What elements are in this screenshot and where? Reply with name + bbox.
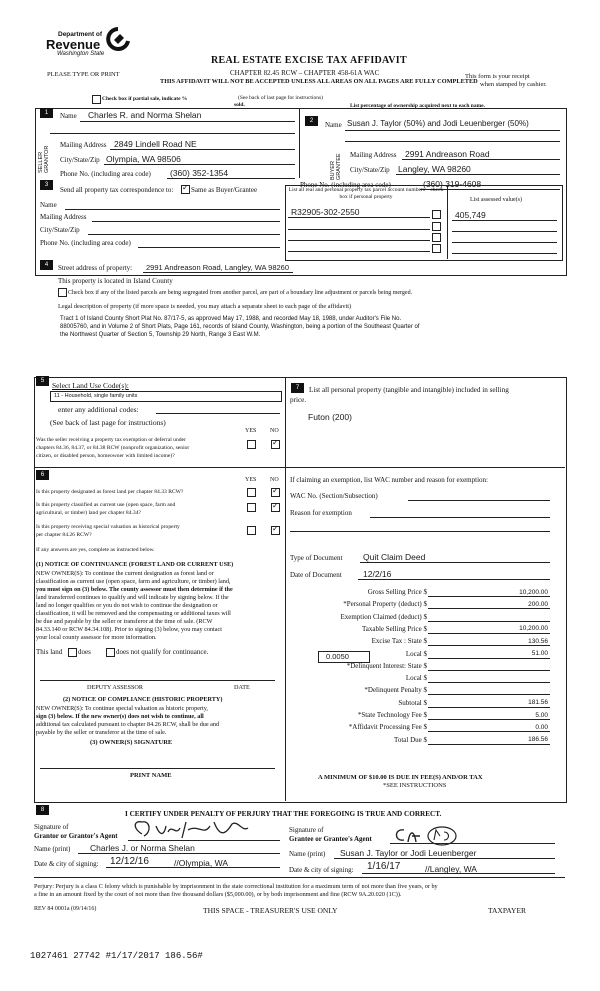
line [360,562,550,563]
see-instructions: *SEE INSTRUCTIONS [383,782,447,789]
seller-name[interactable]: Charles R. and Norma Shelan [88,110,202,120]
line [65,209,280,210]
line [396,174,560,175]
grantor-date[interactable]: 12/12/16 [110,856,149,867]
divider [34,877,565,878]
grantee-name-label: Name (print) [289,850,326,858]
notice1-line: classification as current use (open space, farm and agriculture, or timber) land, [36,578,231,585]
seller-phone-label: Phone No. (including area code) [60,170,151,178]
print-name-line[interactable] [40,768,275,769]
section-2-badge: 2 [305,116,318,126]
historic-yes-checkbox[interactable] [247,526,256,535]
tax-row-line [428,658,550,659]
buyer-mailing[interactable]: 2991 Andreason Road [405,149,490,159]
s5-yes: YES [245,428,257,434]
tax-row-label: Subtotal $ [398,698,427,707]
same-as-buyer-checkbox[interactable] [181,185,190,194]
tax-row-line [428,731,550,732]
line [452,253,557,254]
notice1-line: land transferred continues to qualify and will indicate by signing below. If the [36,594,229,601]
taxpayer-label: TAXPAYER [488,906,527,915]
see-back: (See back of last page for instructions) [238,95,323,101]
historic-no-checkbox[interactable] [271,526,280,535]
grantor-name[interactable]: Charles J. or Norma Shelan [90,843,195,853]
partial-sale-label: Check box if partial sale, indicate % [102,96,188,102]
personal-property-checkbox[interactable] [432,210,441,219]
dept-line1: Department of [58,31,103,38]
divider [285,377,286,801]
line [167,178,295,179]
buyer-phone-label: Phone No. (including area code) [300,181,391,189]
personal-property-checkbox[interactable] [432,222,441,231]
forest-q: Is this property designated as forest land per chapter 84.33 RCW? [36,489,184,495]
form-number: REV 84 0001a (09/14/16) [34,906,97,912]
notice1-line: land no longer qualifies or you do not wish to continue the designation or [36,602,218,609]
grantee-city[interactable]: //Langley, WA [425,864,477,874]
line [110,149,295,150]
line [390,843,555,844]
line [358,579,550,580]
this-land: This land [36,648,63,656]
local-rate: 0.0050 [326,652,349,661]
form-warning: THIS AFFIDAVIT WILL NOT BE ACCEPTED UNLESS ALL AREAS ON ALL PAGES ARE FULLY COMPLETED [160,78,478,85]
if-yes: If any answers are yes, complete as instructed below. [36,547,155,553]
tax-row-line [428,719,550,720]
legal-line2[interactable]: 88005760, and in Volume 2 of Short Plats, Page 161, records of Island County, Washington, being a portion of the Southeast Quarter of [60,324,420,330]
tax-row-line [428,670,550,671]
grantor-sig-label1: Signature of [34,823,69,831]
personal-property-checkbox[interactable] [432,233,441,242]
tax-row-label: Taxable Selling Price $ [361,624,427,633]
line [452,242,557,243]
wac-input[interactable] [408,500,550,501]
perjury-line1: Perjury: Perjury is a class C felony which is punishable by imprisonment in the state correctional institution for a maximum term of not more than five years, or by [34,883,438,890]
tax-row-label: *Personal Property (deduct) $ [343,600,427,609]
reason-label: Reason for exemption [290,509,352,517]
certify: I CERTIFY UNDER PENALTY OF PERJURY THAT THE FOREGOING IS TRUE AND CORRECT. [125,810,442,818]
tax-row-value[interactable]: 186.56 [528,736,548,744]
land-use-label: Select Land Use Code(s): [52,381,129,390]
seller-mailing-label: Mailing Address [60,141,107,149]
additional-codes-input[interactable] [156,413,280,414]
notice1-line: classification, it will be removed and the compensating or additional taxes will [36,610,231,617]
tax-row-line [428,682,550,683]
tax-row-label: *Delinquent Penalty $ [364,686,427,695]
sold-label: sold. [234,102,245,108]
tax-row-label: Local $ [405,674,427,683]
line [88,234,280,235]
tax-row-line [428,633,550,634]
line [50,133,295,134]
assessed-header: List assessed value(s) [470,197,522,203]
owner-signature-label: (3) OWNER(S) SIGNATURE [90,739,173,746]
buyer-name[interactable]: Susan J. Taylor (50%) and Jodi Leuenberger (50%) [347,119,529,128]
grantor-date-label: Date & city of signing: [34,860,99,868]
located-in: This property is located in Island County [58,277,173,285]
notice2-line: additional tax calculated pursuant to chapter 84.26 RCW, shall be due and [36,721,220,728]
assessor-signature-line[interactable] [40,680,275,681]
grantor-city[interactable]: //Olympia, WA [174,858,228,868]
treasurer-use: THIS SPACE - TREASURER'S USE ONLY [203,906,338,915]
seller-side-label: SELLER GRANTOR [38,145,50,173]
line [106,867,280,868]
notice2-line: sign (3) below. If the new owner(s) does not wish to continue, all [36,713,204,720]
forest-no-checkbox[interactable] [271,488,280,497]
tax-row-line [428,744,550,745]
exemption-q1: Was the seller receiving a property tax exemption or deferral under [36,437,186,443]
tax-row-label: *Affidavit Processing Fee $ [348,723,427,732]
tax-row-line [428,608,550,609]
s6-yes: YES [245,477,257,483]
line [288,251,430,252]
s3-name-label: Name [40,201,57,209]
notice1-line: NEW OWNER(S): To continue the current designation as forest land or [36,570,214,577]
grantor-signature[interactable] [128,816,278,842]
personal-property-checkbox[interactable] [432,244,441,253]
notice2-line: NEW OWNER(S): To continue special valuation as historic property, [36,705,208,712]
tax-row-label: *Delinquent Interest: State $ [346,661,427,670]
exemption-q3: citizen, or disabled person, homeowner with limited income)? [36,453,175,459]
line [80,121,295,122]
line [104,164,295,165]
minimum-note: A MINIMUM OF $10.00 IS DUE IN FEE(S) AND/OR TAX [318,774,483,781]
does-checkbox[interactable] [68,648,77,657]
tax-row-line [428,596,550,597]
personal-list-label2: price. [290,396,307,404]
does-not-checkbox[interactable] [106,648,115,657]
parcel-number[interactable]: R32905-302-2550 [291,207,360,217]
buyer-phone[interactable]: (360) 319-4608 [423,179,482,189]
line [334,858,555,859]
doc-date[interactable]: 12/2/16 [363,569,392,579]
s5-see-back: (See back of last page for instructions) [50,418,166,427]
tax-row-line [428,707,550,708]
grantee-sig-label2: Grantee or Grantee's Agent [289,835,372,843]
form-title: REAL ESTATE EXCISE TAX AFFIDAVIT [211,55,407,66]
tax-row-label: Gross Selling Price $ [367,588,427,596]
buyer-side-label: BUYER GRANTEE [330,153,342,180]
tax-row-value[interactable]: 200.00 [528,600,548,608]
line [362,873,555,874]
notice1-line: 84.33.140 or RCW 84.34.108). Prior to signing (3) below, you may contact [36,626,222,633]
line [288,229,430,230]
current-use-q-a: Is this property classified as current use (open space, farm and [36,502,176,508]
exemption-no-checkbox[interactable] [271,440,280,449]
personal-list-label: List all personal property (tangible and intangible) included in selling [309,386,509,394]
tax-row-line [428,621,550,622]
line [452,231,557,232]
line [345,130,560,131]
notice2-title: (2) NOTICE OF COMPLIANCE (HISTORIC PROPERTY) [63,696,223,703]
seller-city[interactable]: Olympia, WA 98506 [106,154,181,164]
grantor-sig-label2: Grantor or Grantor's Agent [34,832,118,840]
line [288,240,430,241]
divider [34,467,286,468]
send-label: Send all property tax correspondence to: [60,186,174,194]
tax-row-line [428,645,550,646]
section-1-badge: 1 [40,108,53,118]
grantor-name-label: Name (print) [34,845,71,853]
wac-intro: If claiming an exemption, list WAC number and reason for exemption: [290,476,488,484]
section-8-badge: 8 [36,805,49,815]
reason-input[interactable] [370,517,550,518]
tax-row-value[interactable]: 10,200.00 [519,625,548,633]
deputy-label: DEPUTY ASSESSOR [87,684,143,691]
legal-line3[interactable]: the Northwest Quarter of Section 5, Township 29 North, Range 3 East W.M. [60,332,261,338]
s3-city-label: City/State/Zip [40,226,80,234]
grantee-name[interactable]: Susan J. Taylor or Jodi Leuenberger [340,848,477,858]
does-label: does [78,648,91,656]
line [138,247,280,248]
same-as-label: Same as Buyer/Grantee [191,186,258,194]
please-type: PLEASE TYPE OR PRINT [47,71,120,78]
seller-phone[interactable]: (360) 352-1354 [170,168,229,178]
reason-input-2[interactable] [290,531,550,532]
line [452,220,557,221]
line [128,840,280,841]
grantee-date-label: Date & city of signing: [289,866,354,874]
section-3-badge: 3 [40,180,53,190]
tax-row-value[interactable]: 5.00 [535,711,548,719]
dor-logo-icon [106,27,130,53]
dept-line2: Revenue [46,37,101,52]
additional-codes: enter any additional codes: [58,405,139,414]
doc-type-label: Type of Document [290,554,343,562]
segregated-label: Check box if any of the listed parcels are being segregated from another parcel, are part of a boundary line adjustment or parcels being merged. [68,290,413,296]
historic-q-a: Is this property receiving special valuation as historical property [36,524,180,530]
assessed-value[interactable]: 405,749 [455,210,486,220]
seller-mailing[interactable]: 2849 Lindell Road NE [114,139,197,149]
tax-row-label: Excise Tax : State $ [371,637,427,646]
notice1-line: be due and payable by the seller or transferor at the time of sale. (RCW [36,618,213,625]
perjury-line2: a fine in an amount fixed by the court of not more than five thousand dollars ($5,000.00), or by both imprisonment and fine (RCW 9A.20.020 (1C)). [34,891,402,898]
tax-row-line [428,694,550,695]
tax-row-label: Exemption Claimed (deduct) $ [340,612,427,621]
street-label: Street address of property: [58,264,133,272]
line [143,272,293,273]
section-6-badge: 6 [36,470,49,480]
does-not-label: does not qualify for continuance. [116,648,209,656]
tax-row-label: *State Technology Fee $ [357,711,427,719]
buyer-city-label: City/State/Zip [350,166,390,174]
form-chapter: CHAPTER 82.45 RCW – CHAPTER 458-61A WAC [230,69,380,77]
tax-row-value[interactable]: 0.00 [535,723,548,731]
tax-row-value[interactable]: 181.56 [528,699,548,707]
line [92,221,280,222]
tax-row-value[interactable]: 51.00 [531,650,548,657]
wac-label: WAC No. (Section/Subsection) [290,492,378,500]
s5-no: NO [270,428,279,434]
line [402,159,560,160]
line [288,217,430,218]
land-use-value: 11 - Household, single family units [54,393,138,399]
notice1-title: (1) NOTICE OF CONTINUANCE (FOREST LAND OR CURRENT USE) [36,561,234,568]
notice1-line: you must sign on (3) below. The county assessor must then determine if the [36,586,233,593]
receipt-line1: This form is your receipt [465,73,530,80]
personal-property-value[interactable]: Futon (200) [308,412,352,422]
historic-q-b: per chapter 84.26 RCW? [36,532,92,538]
grantee-date[interactable]: 1/16/17 [367,861,401,872]
street-address[interactable]: 2991 Andreason Road, Langley, WA 98260 [146,263,290,272]
print-name-label: PRINT NAME [130,772,172,779]
section-4-badge: 4 [40,260,53,270]
grantee-sig-label1: Signature of [289,826,324,834]
tax-row-value[interactable]: 130.56 [528,637,548,645]
tax-row-value[interactable]: 10,200.00 [519,588,548,596]
s3-phone-label: Phone No. (including area code) [40,239,131,247]
seller-city-label: City/State/Zip [60,156,100,164]
exemption-q2: chapters 84.36, 84.37, or 84.38 RCW (nonprofit organization, senior [36,445,190,451]
list-pct: List percentage of ownership acquired next to each name. [350,103,485,109]
section-5-badge: 5 [36,376,49,386]
doc-date-label: Date of Document [290,571,342,579]
buyer-city[interactable]: Langley, WA 98260 [398,164,471,174]
current-use-yes-checkbox[interactable] [247,503,256,512]
divider [447,185,448,259]
line [78,853,280,854]
forest-yes-checkbox[interactable] [247,488,256,497]
seller-name-label: Name [60,112,77,120]
cashier-stamp: 1027461 27742 #1/17/2017 186.56# [30,951,203,961]
receipt-line2: when stamped by cashier. [480,81,547,88]
current-use-no-checkbox[interactable] [271,503,280,512]
segregated-checkbox[interactable] [58,288,67,297]
section-7-badge: 7 [291,383,304,393]
dept-line3: Washington State [57,51,105,57]
s6-no: NO [270,477,279,483]
buyer-name-label: Name [325,121,342,129]
divider [299,108,300,178]
current-use-q-b: agricultural, or timber) land per chapter 84.34? [36,510,141,516]
date-label: DATE [234,684,250,691]
doc-type[interactable]: Quit Claim Deed [363,552,426,562]
notice2-line: payable by the seller or transferor at the time of sale. [36,729,167,736]
notice1-line: your local county assessor for more information. [36,634,157,641]
tax-row-label: Local $ [405,649,427,658]
exemption-yes-checkbox[interactable] [247,440,256,449]
parcel-header: List all real and personal property tax parcel account numbers – check box if personal property [288,187,444,200]
legal-line1[interactable]: Tract 1 of Island County Short Plat No. 87/17-5, as approved May 17, 1988, and recorded May 18, 1988, under Auditor's File No. [60,316,402,322]
buyer-mailing-label: Mailing Address [350,151,397,159]
partial-sale-checkbox[interactable] [92,95,101,104]
legal-label: Legal description of property (if more space is needed, you may attach a separate sheet to each page of the affidavit) [58,303,352,310]
line [345,141,560,142]
tax-row-label: Total Due $ [394,735,427,744]
s3-mailing-label: Mailing Address [40,213,87,221]
divider [285,467,565,468]
